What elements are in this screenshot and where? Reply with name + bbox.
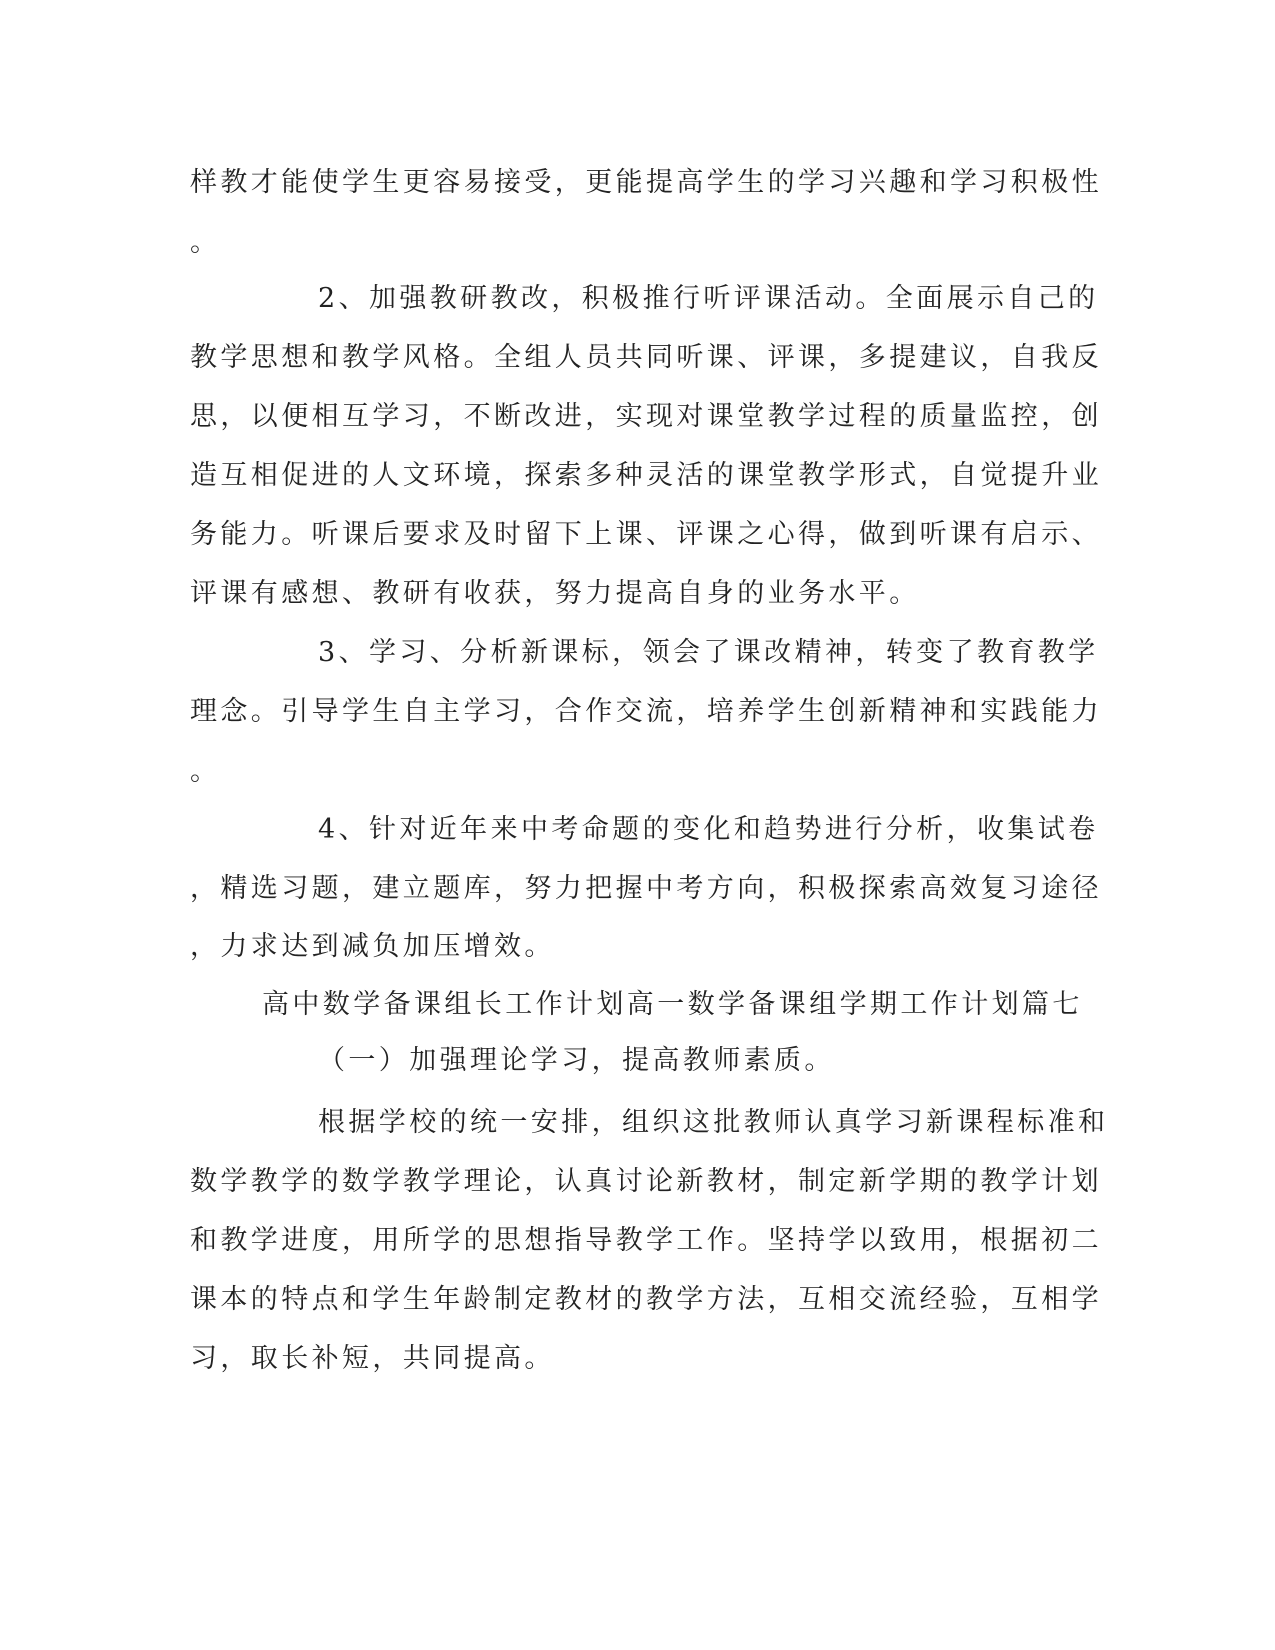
text-line: 。 — [190, 756, 221, 787]
text-line: ，力求达到减负加压增效。 — [190, 931, 555, 962]
paragraph-start-line: 2、加强教研教改，积极推行听评课活动。全面展示自己的 — [318, 283, 1099, 314]
paragraph-start-line: 4、针对近年来中考命题的变化和趋势进行分析，收集试卷 — [318, 814, 1099, 845]
text-line: 习，取长补短，共同提高。 — [190, 1343, 555, 1374]
text-line: 思，以便相互学习，不断改进，实现对课堂教学过程的质量监控，创 — [190, 401, 1102, 432]
text-line: 。 — [190, 227, 221, 258]
subsection-heading: （一）加强理论学习，提高教师素质。 — [318, 1045, 835, 1076]
text-line: 教学思想和教学风格。全组人员共同听课、评课，多提建议，自我反 — [190, 342, 1102, 373]
text-line: 和教学进度，用所学的思想指导教学工作。坚持学以致用，根据初二 — [190, 1225, 1102, 1256]
text-line: 课本的特点和学生年龄制定教材的教学方法，互相交流经验，互相学 — [190, 1284, 1102, 1315]
paragraph-start-line: 3、学习、分析新课标，领会了课改精神，转变了教育教学 — [318, 637, 1099, 668]
text-line: 理念。引导学生自主学习，合作交流，培养学生创新精神和实践能力 — [190, 696, 1102, 727]
text-line: 样教才能使学生更容易接受，更能提高学生的学习兴趣和学习积极性 — [190, 167, 1102, 198]
text-line: 数学教学的数学教学理论，认真讨论新教材，制定新学期的教学计划 — [190, 1166, 1102, 1197]
text-line: 造互相促进的人文环境，探索多种灵活的课堂教学形式，自觉提升业 — [190, 460, 1102, 491]
text-line: 务能力。听课后要求及时留下上课、评课之心得，做到听课有启示、 — [190, 519, 1102, 550]
text-line: 评课有感想、教研有收获，努力提高自身的业务水平。 — [190, 578, 920, 609]
paragraph-start-line: 根据学校的统一安排，组织这批教师认真学习新课程标准和 — [318, 1107, 1109, 1138]
section-title: 高中数学备课组长工作计划高一数学备课组学期工作计划篇七 — [262, 989, 1083, 1020]
text-line: ，精选习题，建立题库，努力把握中考方向，积极探索高效复习途径 — [190, 873, 1102, 904]
